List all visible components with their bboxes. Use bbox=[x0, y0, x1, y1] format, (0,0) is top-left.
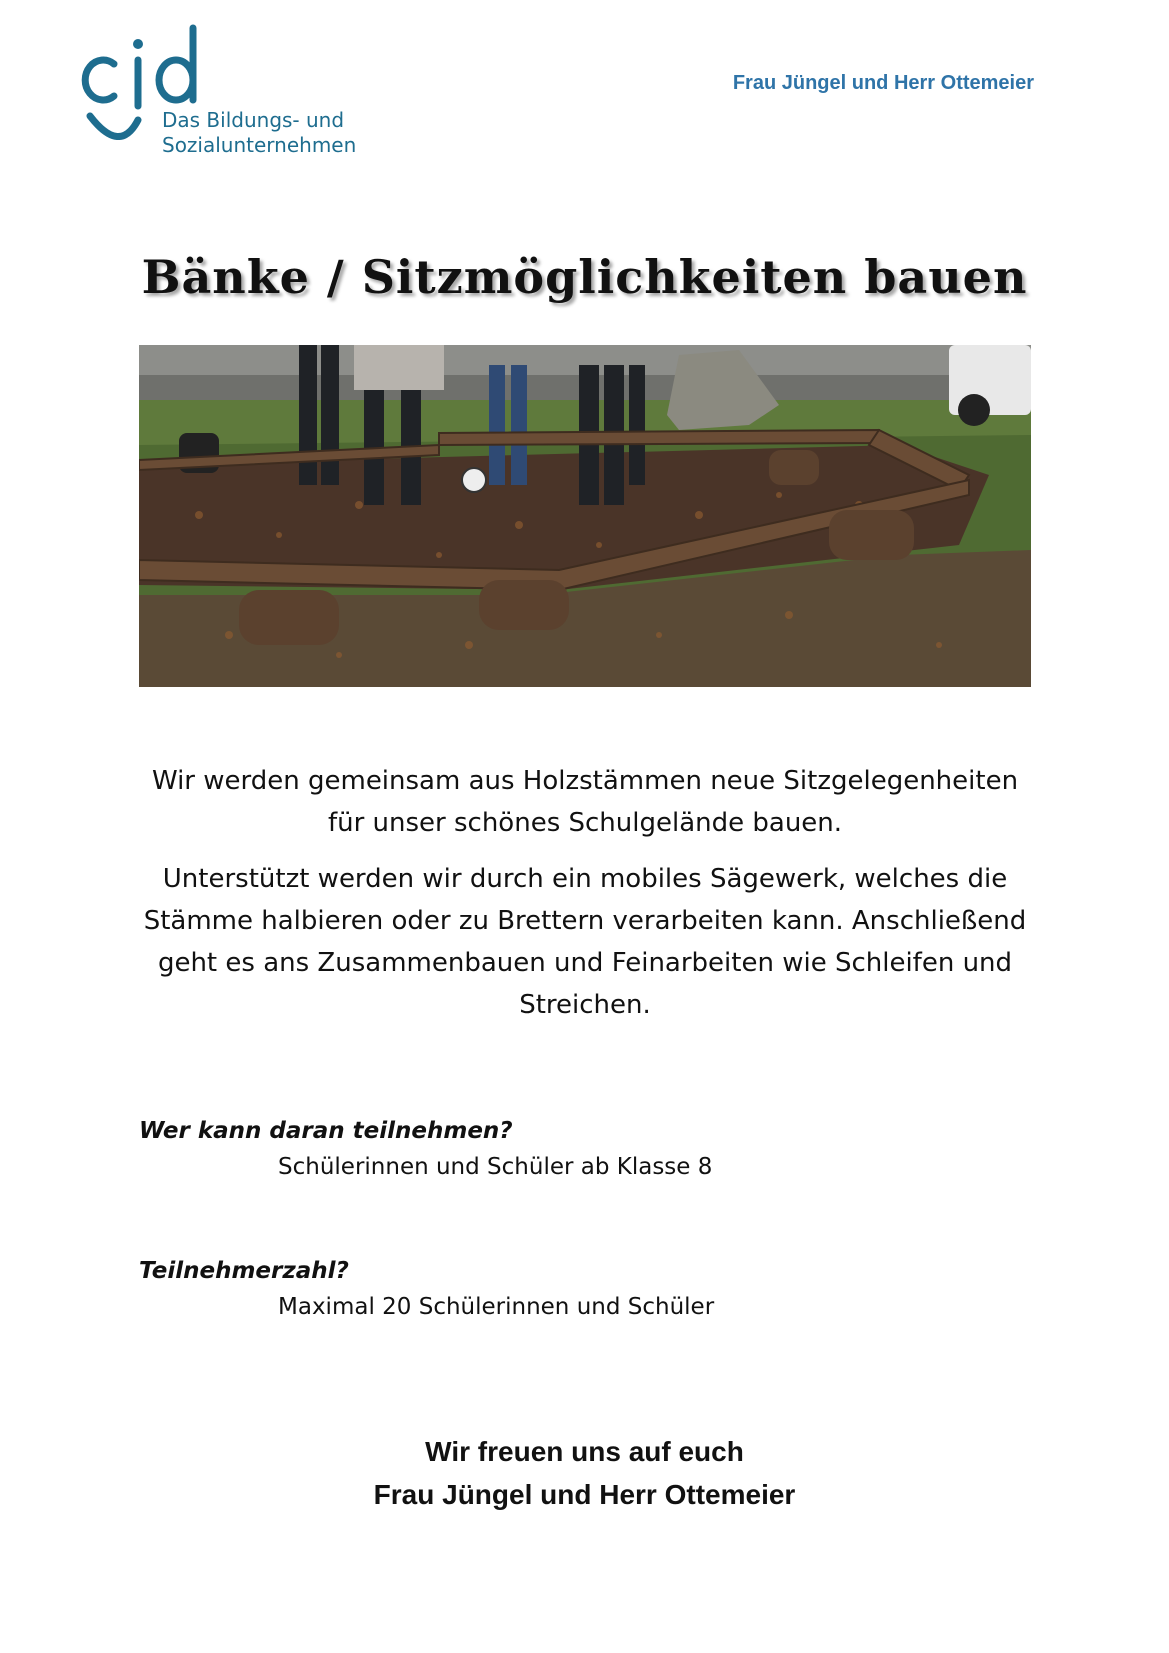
photo-illustration bbox=[139, 345, 1031, 687]
header-names: Frau Jüngel und Herr Ottemeier bbox=[732, 72, 1034, 94]
intro-paragraph-2: Unterstützt werden wir durch ein mobiles Sägewerk, welches die Stämme halbieren oder zu Brettern verarbeiten kann. Anschließend geht es ans Zusammenbauen und Feinarbeiten wie Schleifen und Streichen. bbox=[143, 864, 1027, 1020]
count-answer: Maximal 20 Schülerinnen und Schüler bbox=[278, 1294, 715, 1320]
logo-tagline-line2: Sozialunternehmen bbox=[162, 133, 357, 157]
intro-text bbox=[139, 760, 1031, 1040]
closing-line-1: Wir freuen uns auf euch bbox=[425, 1436, 744, 1467]
logo-tagline-line1: Das Bildungs- und bbox=[162, 108, 345, 132]
photo-wooden-bench-circle bbox=[139, 345, 1031, 687]
count-question: Teilnehmerzahl? bbox=[139, 1258, 349, 1284]
page-title: Bänke / Sitzmöglichkeiten bauen bbox=[141, 250, 1028, 304]
intro-paragraph-1: Wir werden gemeinsam aus Holzstämmen neue Sitzgelegenheiten für unser schönes Schulgelände bauen. bbox=[151, 766, 1019, 838]
participants-question: Wer kann daran teilnehmen? bbox=[139, 1118, 513, 1144]
cjd-logo bbox=[80, 20, 360, 160]
closing-line-2: Frau Jüngel und Herr Ottemeier bbox=[373, 1479, 796, 1510]
participants-answer: Schülerinnen und Schüler ab Klasse 8 bbox=[278, 1154, 713, 1180]
logo-tagline bbox=[162, 108, 356, 158]
closing-text bbox=[0, 1430, 1169, 1516]
